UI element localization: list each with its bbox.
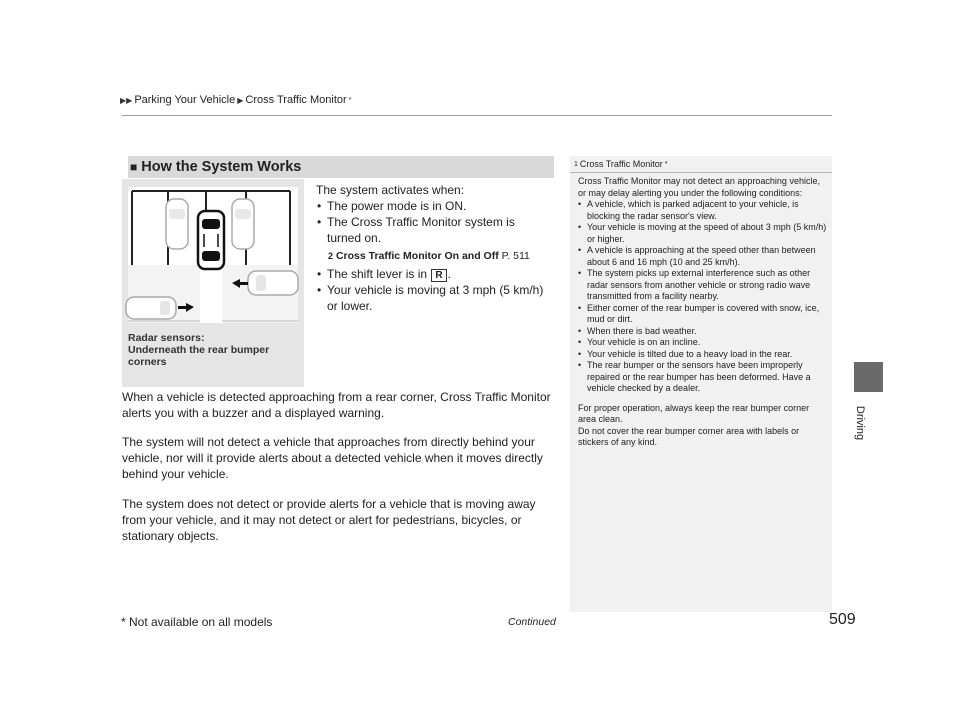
- own-vehicle-icon: [198, 211, 224, 269]
- list-item: • The system picks up external interference such as other radar sensors from another vehicle or strong radio wave transmitted from a facility nearby.: [578, 268, 828, 303]
- note-body: [578, 176, 828, 449]
- breadcrumb: [120, 94, 351, 106]
- chapter-tab-label: Driving: [854, 405, 866, 441]
- reference-page[interactable]: P. 511: [501, 250, 530, 262]
- reference-title[interactable]: Cross Traffic Monitor On and Off: [335, 250, 499, 262]
- list-item: [316, 266, 552, 282]
- list-item: • Your vehicle is moving at the speed of about 3 mph (5 km/h) or higher.: [578, 222, 828, 245]
- conditions-intro: The system activates when:: [316, 183, 465, 197]
- list-item: • The rear bumper or the sensors have been improperly repaired or the rear bumper has been deformed. Have a vehicle checked by a dealer.: [578, 360, 828, 395]
- reverse-gear-icon: R: [431, 269, 446, 282]
- page-number: 509: [829, 611, 856, 628]
- footnote: * Not available on all models: [121, 615, 273, 629]
- cross-reference[interactable]: [316, 248, 552, 264]
- list-item: • A vehicle is approaching at the speed other than between about 6 and 16 mph (10 and 25 km/h).: [578, 245, 828, 268]
- chapter-tab[interactable]: [854, 362, 883, 392]
- list-item: • Either corner of the rear bumper is covered with snow, ice, mud or dirt.: [578, 303, 828, 326]
- note-sidebar: [570, 156, 832, 612]
- breadcrumb-item-cross-traffic[interactable]: Cross Traffic Monitor: [245, 94, 347, 106]
- list-item-punct: .: [447, 267, 451, 281]
- note-title-text: Cross Traffic Monitor: [579, 159, 663, 169]
- square-bullet-icon: ■: [130, 160, 138, 174]
- list-item: • The Cross Traffic Monitor system is turned on.: [316, 214, 552, 246]
- double-triangle-icon: ▶▶: [120, 95, 133, 105]
- triangle-icon: 1: [574, 160, 578, 168]
- triangle-icon: ▶: [237, 95, 244, 105]
- paragraph-3: The system does not detect or provide alerts for a vehicle that is moving away from your vehicle, and it may not detect or alert for pedestrians, bicycles, or stationary objects.: [122, 497, 536, 543]
- note-outro-2: Do not cover the rear bumper corner area with labels or stickers of any kind.: [578, 425, 800, 447]
- activation-conditions: [316, 182, 552, 314]
- list-item: • A vehicle, which is parked adjacent to your vehicle, is blocking the radar sensor's view.: [578, 199, 828, 222]
- paragraph-2: The system will not detect a vehicle that approaches from directly behind your vehicle, nor will it provide alerts about a detected vehicle when it moves directly behind your vehicle.: [122, 435, 543, 481]
- asterisk-mark: *: [664, 160, 668, 168]
- list-item: • Your vehicle is on an incline.: [578, 337, 828, 349]
- continued-label: Continued: [508, 616, 556, 628]
- parking-illustration: [122, 179, 304, 387]
- spacer: [578, 395, 828, 403]
- breadcrumb-item-parking[interactable]: Parking Your Vehicle: [134, 94, 236, 106]
- note-outro-1: For proper operation, always keep the rear bumper corner area clean.: [578, 402, 810, 424]
- note-divider: [570, 172, 832, 173]
- reference-icon: 2: [328, 251, 334, 261]
- list-item: • Your vehicle is moving at 3 mph (5 km/h) or lower.: [316, 282, 552, 314]
- note-intro: Cross Traffic Monitor may not detect an approaching vehicle, or may delay alerting you under the following conditions:: [578, 176, 820, 198]
- list-item: • Your vehicle is tilted due to a heavy load in the rear.: [578, 349, 828, 361]
- asterisk-mark: *: [348, 96, 352, 104]
- list-item: • When there is bad weather.: [578, 326, 828, 338]
- header-divider: [122, 115, 832, 116]
- note-title: [574, 159, 668, 169]
- paragraph-1: When a vehicle is detected approaching from a rear corner, Cross Traffic Monitor alerts you with a buzzer and a displayed warning.: [122, 390, 551, 420]
- caption-text: Radar sensors: Underneath the rear bumper corners: [128, 332, 270, 368]
- figure-caption: [128, 332, 298, 368]
- list-item-text: The shift lever is in: [327, 267, 428, 281]
- section-title: How the System Works: [141, 159, 302, 175]
- section-heading: [128, 156, 554, 178]
- list-item: • The power mode is in ON.: [316, 198, 552, 214]
